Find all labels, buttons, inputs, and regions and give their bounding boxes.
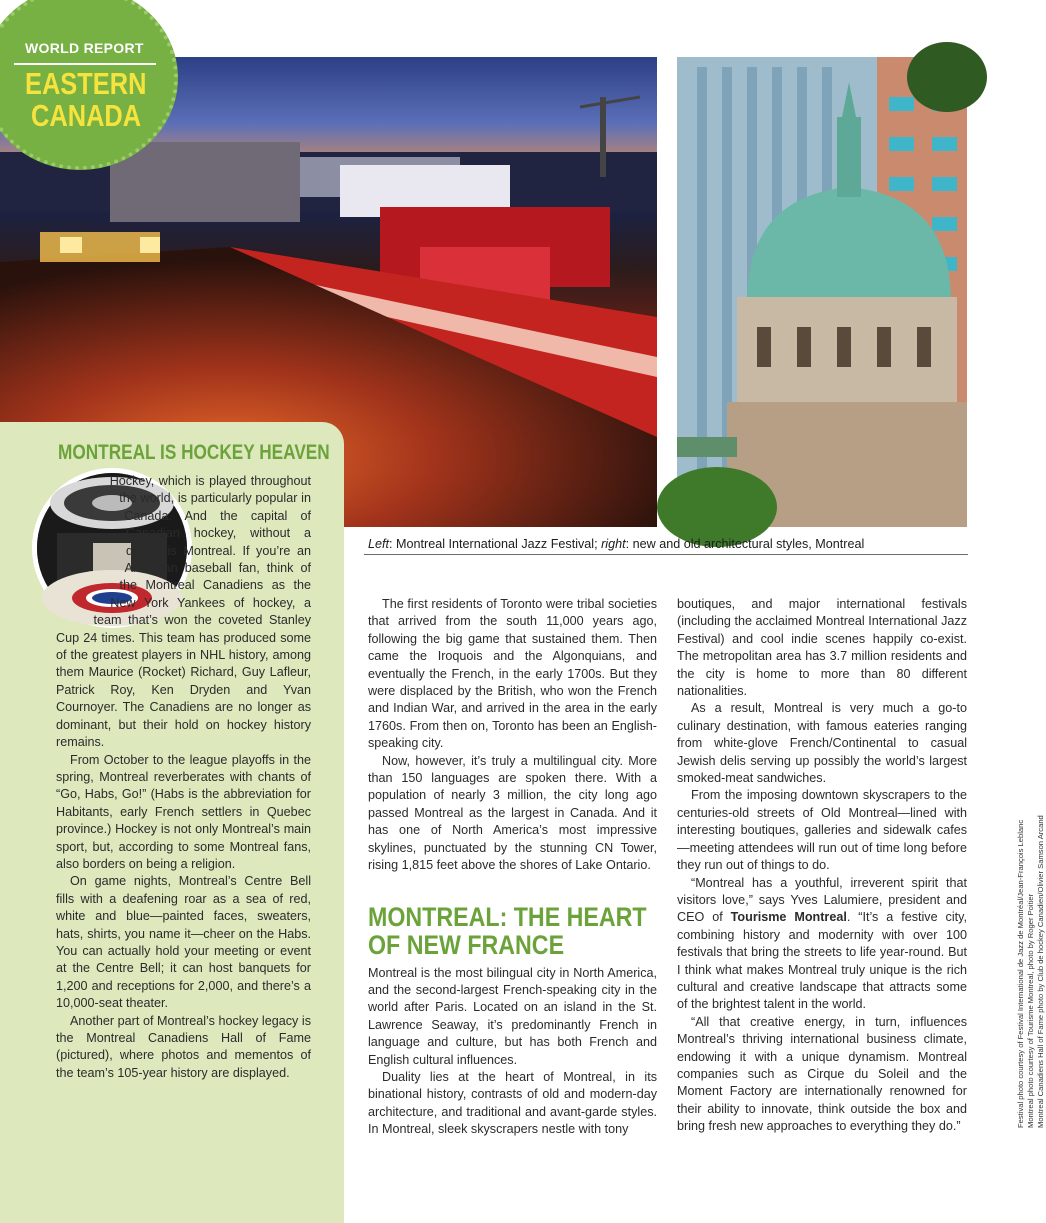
badge-kicker: WORLD REPORT [25, 40, 144, 56]
architecture-illustration [677, 57, 967, 527]
caption-rule [364, 554, 968, 555]
section-heading-line1: MONTREAL: THE HEART [368, 901, 647, 932]
article-paragraph: Montreal is the most bilingual city in North America, and the second-largest French-speaking city in the world after Paris. Located on an island in the St. Lawrence Seaway, it’s predominantly French in language and culture, but has both French and English cultural influences. [368, 965, 657, 1067]
sidebar-paragraph: Hockey, which is played throughout the world, is particularly popular in Canada. And the capital of Canadian hockey, without a doubt, is Montreal. If you’re an American baseball fan, think of the Montreal Canadiens as the New York Yankees of hockey, a team that’s won the coveted Stanley Cup 24 times. This team has produced some of the greatest players in NHL history, among them Maurice (Rocket) Richard, Guy Lafleur, Patrick Roy, Ken Dryden and Yvan Cournoyer. The Canadiens are no longer as dominant, but their hold on hockey history remains. [56, 474, 311, 750]
caption-left-label: Left [368, 537, 390, 551]
sidebar-body [56, 473, 311, 1082]
article-paragraph: As a result, Montreal is very much a go-to culinary destination, with famous eateries ranging from white-glove French/Continental to casual Jewish delis serving up possibly the world’s largest smoked-meat sandwiches. [677, 701, 967, 786]
credit-line: Montreal photo courtesy of Tourisme Montreal, photo by Roger Poitier [1026, 893, 1035, 1128]
sidebar-title: MONTREAL IS HOCKEY HEAVEN [58, 441, 330, 464]
photo-credits [1016, 798, 1046, 1128]
credit-line: Montreal Canadiens Hall of Fame photo by Club de hockey Canadien/Olivier Samson Arcand [1036, 815, 1045, 1128]
badge-title-line1: EASTERN [25, 66, 147, 101]
quote-text-pre: “Montreal has a youthful, irreverent spirit that visitors love,” says Yves Lalumiere, president and CEO of [677, 875, 967, 925]
article-paragraph: The first residents of Toronto were tribal societies that arrived from the south 11,000 years ago, following the big game that sustained them. Then came the Iroquois and the Algonquians, and eventually the French, in the early 1700s. But they were displaced by the British, who won the French and Indian War, and arrived in the area in the early 1760s. From then on, Toronto has been an English-speaking city. [368, 597, 657, 751]
quote-org: Tourisme Montreal [730, 910, 847, 925]
architecture-photo [677, 57, 967, 527]
article-paragraph: From the imposing downtown skyscrapers to the centuries-old streets of Old Montreal—lined with interesting boutiques, galleries and sidewalk cafes—meeting attendees will run out of time long before they run out of things to do. [677, 788, 967, 873]
article-quote-paragraph [677, 875, 967, 1014]
section-heading [368, 903, 657, 959]
credit-line: Festival photo courtesy of Festival International de Jazz de Montréal/Jean-François Leblanc [1016, 819, 1025, 1128]
article-paragraph: “All that creative energy, in turn, influences Montreal’s thriving international business climate, endowing it with a unique dynamism. Montreal companies such as Cirque du Soleil and the Moment Factory are internationally renowned for their ability to innovate, think outside the box and bring fresh new approaches to everything they do.” [677, 1014, 967, 1134]
article-paragraph: boutiques, and major international festivals (including the acclaimed Montreal International Jazz Festival) and cool indie scenes happily co-exist. The metropolitan area has 3.7 million residents and the city is home to more than 80 different nationalities. [677, 597, 967, 699]
quote-text-post: . “It’s a festive city, combining history and modernity with over 100 festivals that bring the streets to life year-round. But I think what makes Montreal truly unique is the rich cultural and creative landscape that attracts some of the brightest talent in the world. [677, 910, 967, 1012]
article-column-middle [368, 596, 657, 1139]
caption-right-text: : new and old architectural styles, Montreal [625, 537, 865, 551]
caption-right-label: right [601, 537, 626, 551]
article-paragraph: Now, however, it’s truly a multilingual city. More than 150 languages are spoken there. With a population of nearly 3 million, the city long ago passed Montreal as the largest in Canada. And it has one of North America’s most impressive skylines, punctuated by the stunning CN Tower, rising 1,815 feet above the shores of Lake Ontario. [368, 753, 657, 873]
caption-left-text: : Montreal International Jazz Festival; [389, 537, 602, 551]
article-column-right [677, 596, 967, 1136]
sidebar-paragraph: From October to the league playoffs in the spring, Montreal reverberates with chants of “Go, Habs, Go!” (Habs is the abbreviation for Habitants, early French settlers in Quebec province.) Hockey is not only Montreal’s main sport, but, according to some Montreal fans, also borders on being a religion. [56, 752, 311, 871]
sidebar-paragraph: Another part of Montreal’s hockey legacy is the Montreal Canadiens Hall of Fame (pictured), where photos and mementos of the team’s 105-year history are displayed. [56, 1013, 311, 1080]
sidebar-paragraph: On game nights, Montreal’s Centre Bell fills with a deafening roar as a sea of red, white and blue—painted faces, sweaters, hats, shirts, you name it—cheer on the Habs. You can actually hold your meeting or event at the Centre Bell; it can host banquets for 1,200 and receptions for 2,000, and there’s a 10,000-seat theater. [56, 874, 311, 1011]
article-paragraph: Duality lies at the heart of Montreal, in its binational history, contrasts of old and modern-day architecture, and traditional and avant-garde styles. In Montreal, sleek skyscrapers nestle with tony [368, 1069, 657, 1137]
badge-divider [14, 63, 156, 65]
section-heading-line2: OF NEW FRANCE [368, 929, 565, 960]
badge-title-line2: CANADA [31, 98, 142, 133]
photo-caption [368, 537, 864, 551]
